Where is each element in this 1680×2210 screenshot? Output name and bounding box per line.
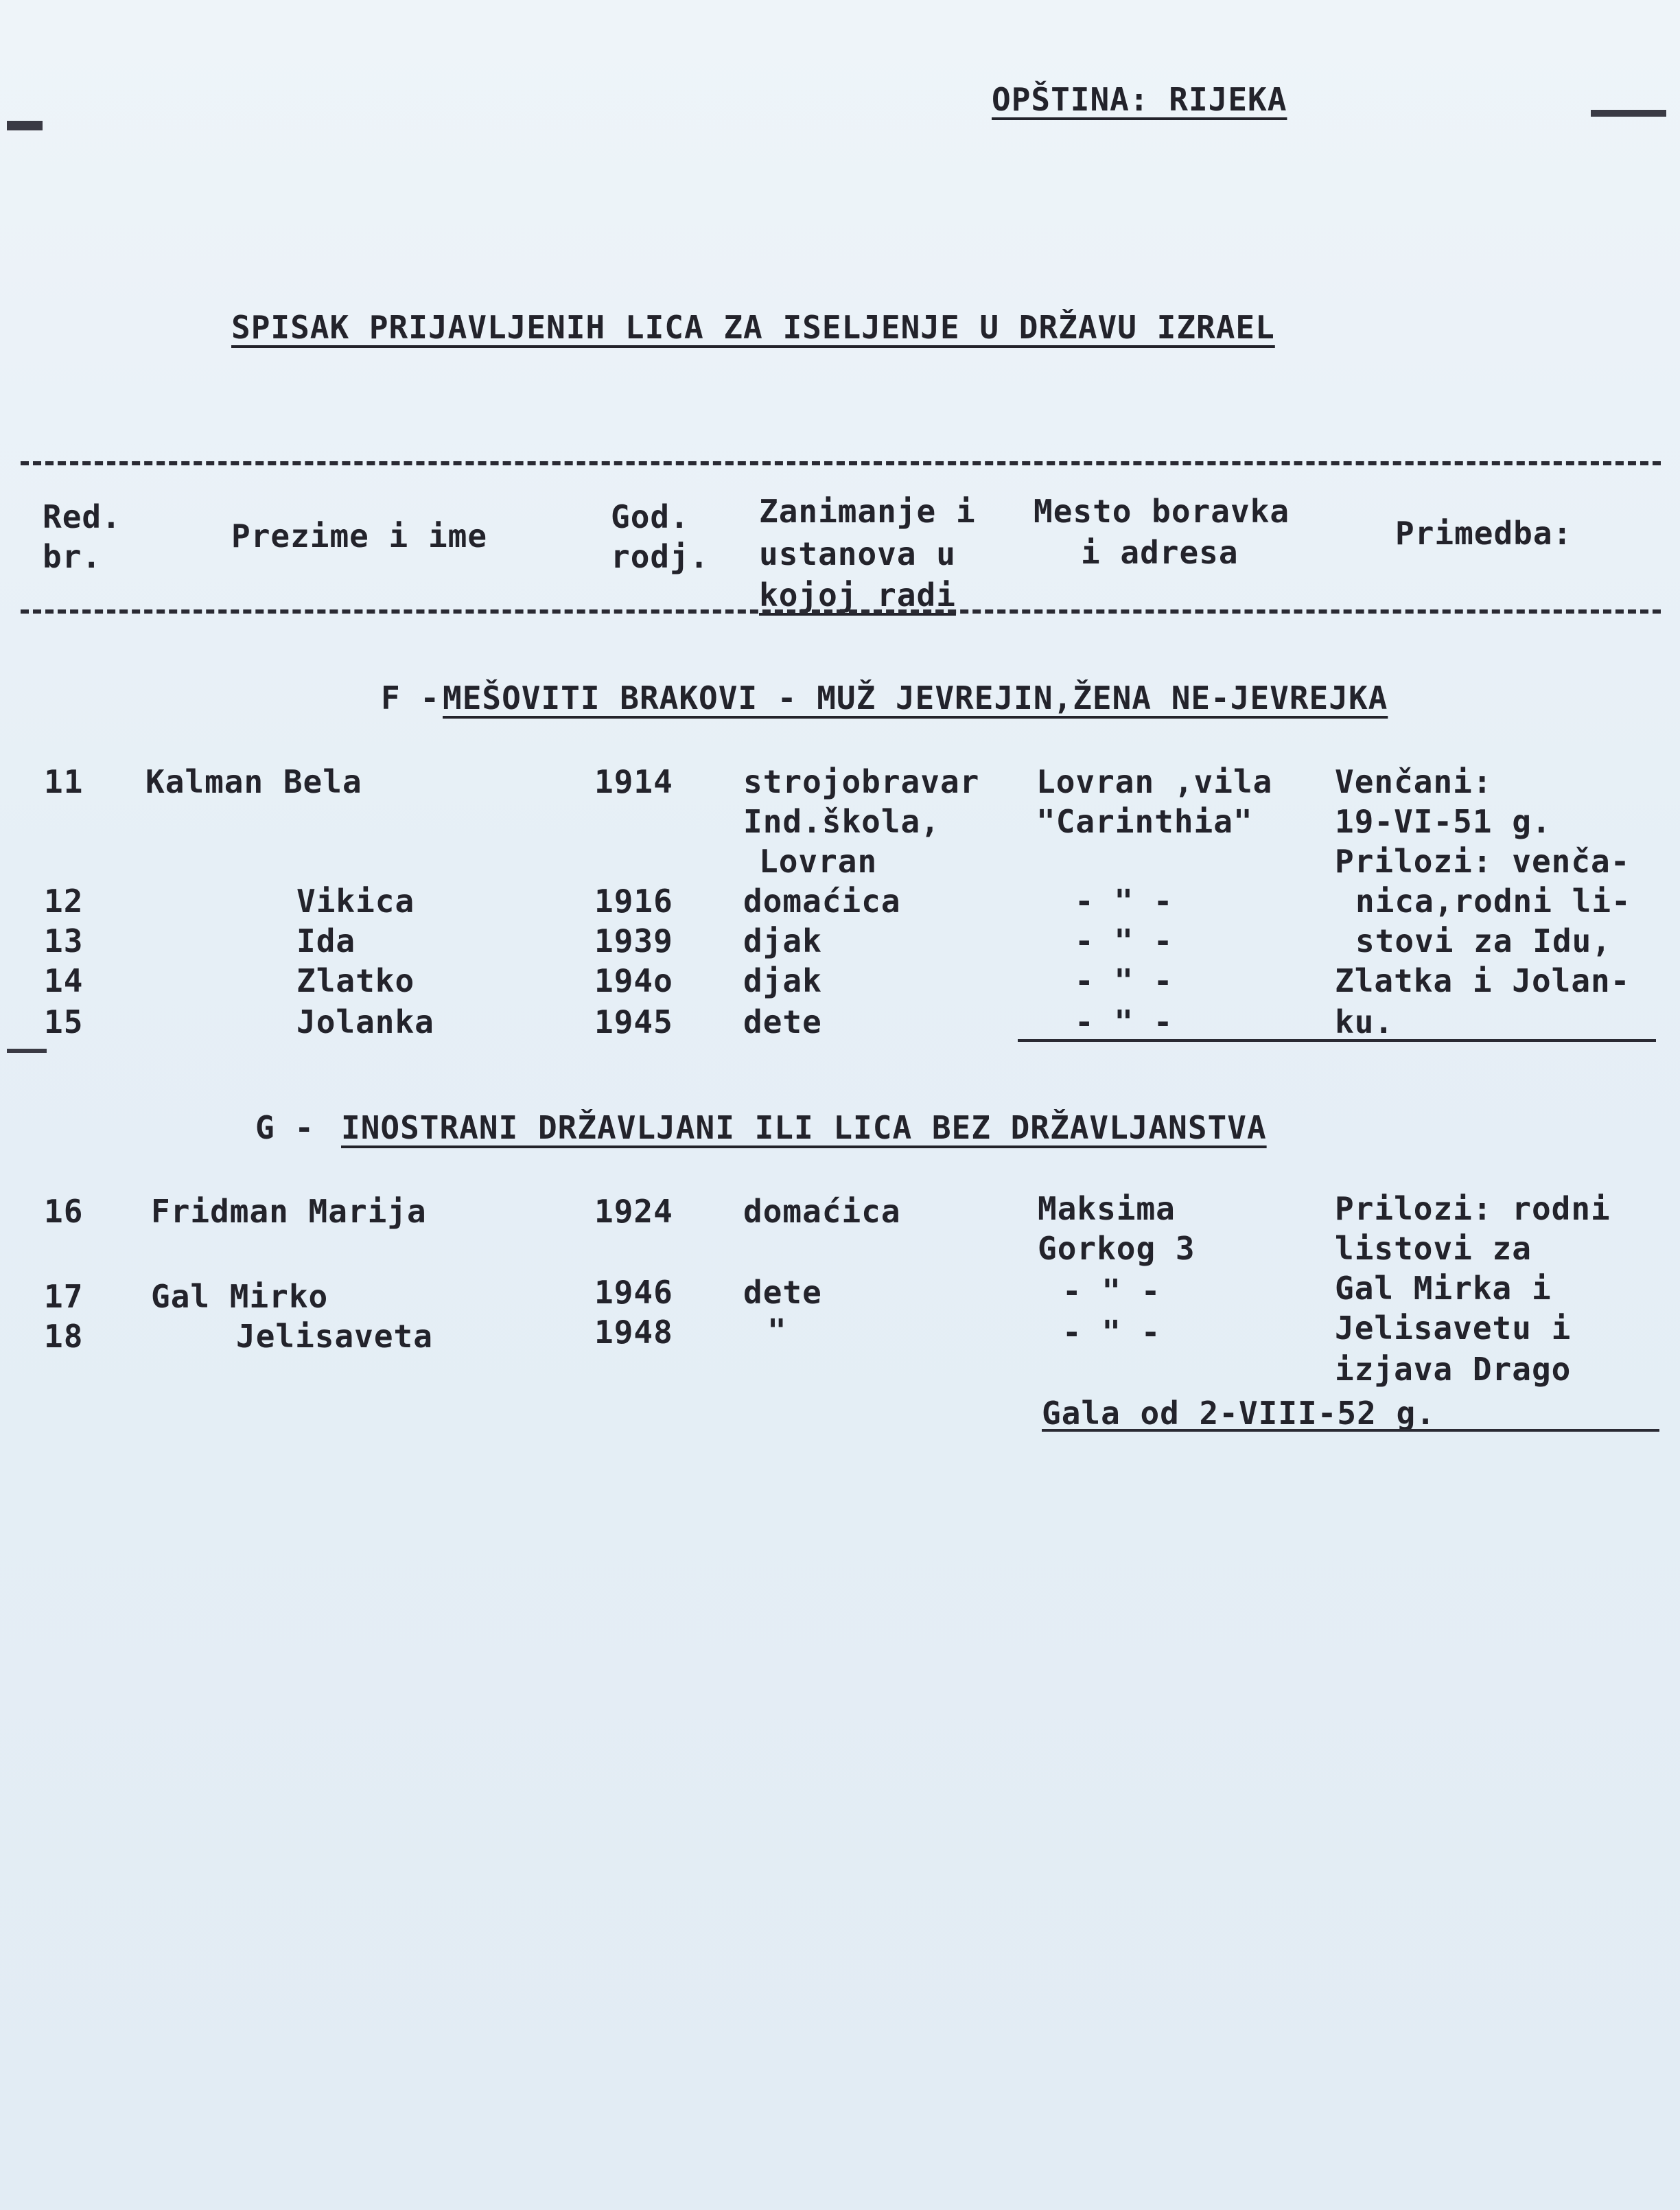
row-number: 15 [44,1003,84,1040]
header-bottom-dashes [21,609,1661,614]
col-addr-line2: i adresa [1081,534,1239,571]
right-margin-mark [1591,110,1666,117]
note-line: Gal Mirka i [1335,1270,1552,1307]
section-g-closing-rule [1042,1429,1659,1432]
occupation: domaćica [743,1193,901,1230]
address: - " - [1075,1003,1174,1040]
occupation: djak [743,922,822,959]
col-job-line3: kojoj radi [759,577,956,614]
address: - " - [1062,1272,1161,1310]
person-name: Jelisaveta [236,1318,433,1355]
note-line: Prilozi: venča- [1335,843,1631,880]
person-name: Zlatko [296,962,415,999]
person-name: Jolanka [296,1003,434,1040]
occupation: dete [743,1274,822,1311]
note-line: Gala od 2-VIII-52 g. [1042,1395,1436,1432]
birth-year: 1924 [594,1193,673,1230]
occupation: Lovran [759,843,878,880]
note-line: Jelisavetu i [1335,1310,1572,1347]
occupation: strojobravar [743,763,980,800]
municipality-label: OPŠTINA: RIJEKA [992,81,1287,118]
birth-year: 1948 [594,1314,673,1351]
row-number: 13 [44,922,84,959]
section-g-prefix: G - [255,1109,315,1146]
address: - " - [1075,962,1174,999]
address: - " - [1075,922,1174,959]
note-line: Zlatka i Jolan- [1335,962,1631,999]
birth-year: 1946 [594,1274,673,1311]
person-name: Gal Mirko [151,1278,329,1315]
address: Gorkog 3 [1038,1230,1195,1267]
occupation: " [767,1312,787,1349]
address: Lovran ,vila [1036,763,1273,800]
address: - " - [1062,1314,1161,1351]
row-number: 14 [44,962,84,999]
col-no-line1: Red. [43,498,121,535]
note-line: nica,rodni li- [1355,883,1631,920]
col-year-line2: rodj. [611,538,710,575]
row-number: 11 [44,763,84,800]
note-line: 19-VI-51 g. [1335,803,1552,840]
occupation: domaćica [743,883,901,920]
person-name: Vikica [296,883,415,920]
col-addr-line1: Mesto boravka [1034,493,1290,530]
person-name: Fridman Marija [151,1193,427,1230]
row-number: 18 [44,1318,84,1355]
col-job-line1: Zanimanje i [759,493,976,530]
row-number: 12 [44,883,84,920]
section-f-heading: MEŠOVITI BRAKOVI - MUŽ JEVREJIN,ŽENA NE-JEVREJKA [443,679,1388,717]
note-line: listovi za [1335,1230,1532,1267]
header-top-dashes [21,461,1661,465]
occupation: Ind.škola, [743,803,940,840]
row-number: 16 [44,1193,84,1230]
occupation: djak [743,962,822,999]
note-line: stovi za Idu, [1355,922,1612,959]
document-title: SPISAK PRIJAVLJENIH LICA ZA ISELJENJE U DRŽAVU IZRAEL [231,309,1275,346]
address: "Carinthia" [1036,803,1253,840]
left-margin-mark [7,121,43,130]
note-line: izjava Drago [1335,1351,1572,1388]
birth-year: 194o [594,962,673,999]
birth-year: 1945 [594,1003,673,1040]
address: Maksima [1038,1190,1176,1227]
person-name: Kalman Bela [145,763,362,800]
section-g-heading: INOSTRANI DRŽAVLJANI ILI LICA BEZ DRŽAVLJANSTVA [341,1109,1267,1146]
birth-year: 1914 [594,763,673,800]
person-name: Ida [296,922,356,959]
col-job-line2: ustanova u [759,535,956,572]
note-line: Venčani: [1335,763,1493,800]
col-year-line1: God. [611,498,690,535]
address: - " - [1075,883,1174,920]
birth-year: 1939 [594,922,673,959]
col-no-line2: br. [43,538,102,575]
row-number: 17 [44,1278,84,1315]
occupation: dete [743,1003,822,1040]
note-line: Prilozi: rodni [1335,1190,1611,1227]
col-note: Primedba: [1395,515,1573,552]
note-line: ku. [1335,1003,1395,1040]
section-f-closing-rule [1018,1039,1656,1042]
section-f-prefix: F - [381,679,441,717]
col-name: Prezime i ime [231,517,488,555]
birth-year: 1916 [594,883,673,920]
left-margin-mark [7,1049,47,1053]
